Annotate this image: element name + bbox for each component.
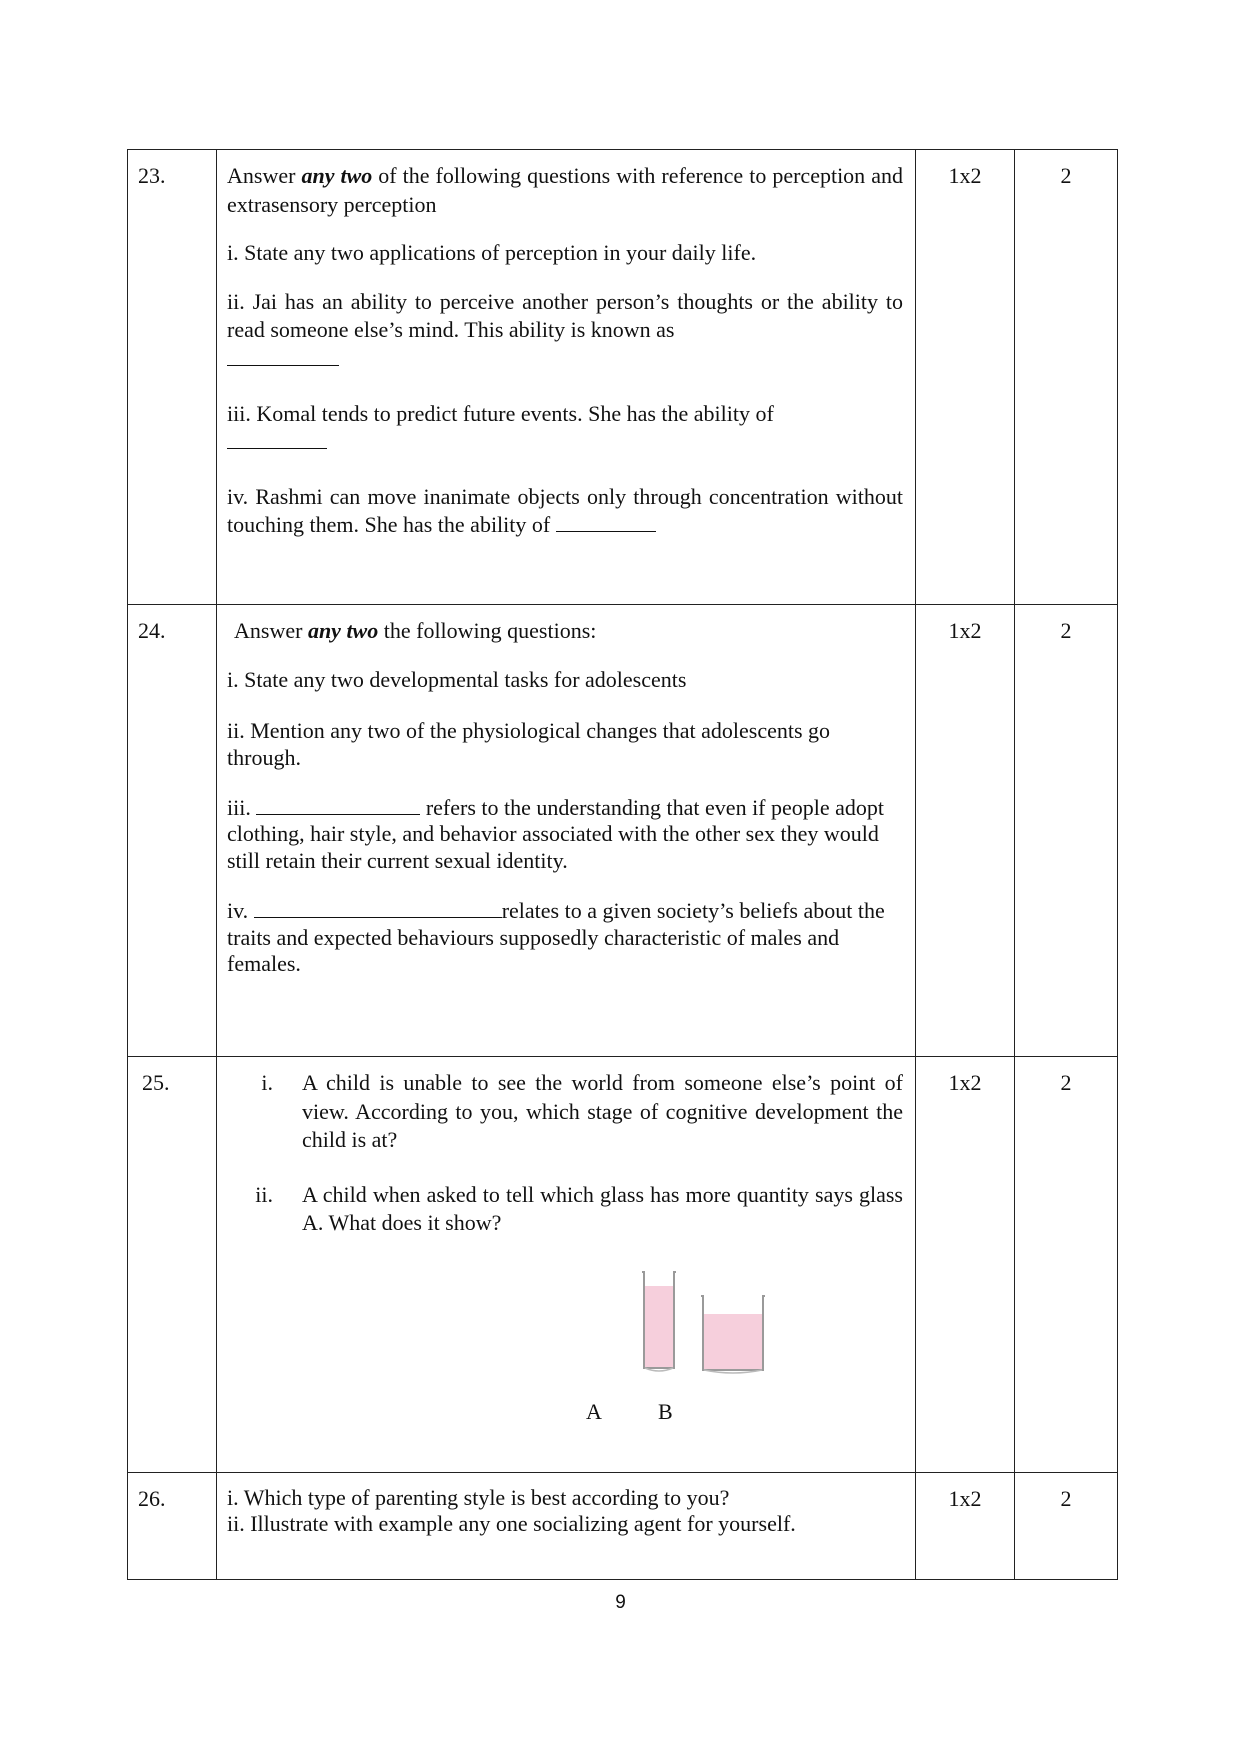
- total-cell: 2: [1015, 1057, 1118, 1473]
- sub-question: i. Which type of parenting style is best according to you?: [227, 1485, 730, 1510]
- question-text: [217, 1473, 916, 1580]
- sub-question: i. A child is unable to see the world from someone else’s point of view. According to you, which stage of cognitive development the child is at?: [261, 1070, 903, 1153]
- question-intro: Answer any two the following questions:: [234, 618, 597, 643]
- marks-cell: 1x2: [916, 1473, 1015, 1580]
- question-row-24: [128, 605, 1118, 1057]
- sub-question: ii. A child when asked to tell which glass has more quantity says glass A. What does it show?: [255, 1181, 903, 1236]
- sub-question: i. State any two applications of perception in your daily life.: [227, 240, 757, 266]
- answer-blank: [227, 430, 327, 449]
- total-cell: 2: [1015, 605, 1118, 1057]
- question-row-23: [128, 150, 1118, 605]
- sub-question: ii. Jai has an ability to perceive another person’s thoughts or the ability to read someone else’s mind. This ability is known as: [227, 288, 903, 374]
- question-number: 26.: [128, 1473, 217, 1580]
- glass-label-a: A: [586, 1398, 602, 1424]
- question-number: 24.: [128, 605, 217, 1057]
- marks-cell: 1x2: [916, 1057, 1015, 1473]
- answer-blank: [256, 796, 420, 815]
- question-row-26: [128, 1473, 1118, 1580]
- total-cell: 2: [1015, 150, 1118, 605]
- question-number: 23.: [128, 150, 217, 605]
- answer-blank: [227, 347, 339, 366]
- marks-cell: 1x2: [916, 605, 1015, 1057]
- questions-table: [127, 149, 1118, 1580]
- total-cell: 2: [1015, 1473, 1118, 1580]
- sub-question: ii. Mention any two of the physiological changes that adolescents go through.: [227, 718, 831, 770]
- glass-figure: [217, 1268, 916, 1388]
- question-text: [217, 150, 916, 605]
- question-row-25: [128, 1057, 1118, 1473]
- sub-question: i. State any two developmental tasks for adolescents: [227, 666, 687, 692]
- question-text: [217, 605, 916, 1057]
- marks-cell: 1x2: [916, 150, 1015, 605]
- answer-blank: [254, 899, 502, 918]
- sub-question: iv. Rashmi can move inanimate objects only through concentration without touching them. She has the ability of: [227, 483, 903, 538]
- glass-label-b: B: [658, 1398, 673, 1424]
- sub-question: iii. refers to the understanding that even if people adopt clothing, hair style, and behavior associated with the other sex they would still retain their current sexual identity.: [227, 794, 885, 873]
- glasses-illustration: [227, 1268, 903, 1428]
- question-number: 25.: [128, 1057, 217, 1473]
- sub-question: iv. relates to a given society’s beliefs about the traits and expected behaviours supposedly characteristic of males and females.: [227, 898, 885, 976]
- answer-blank: [556, 513, 656, 532]
- question-text: [217, 1057, 916, 1473]
- sub-question: iii. Komal tends to predict future events. She has the ability of: [227, 400, 903, 457]
- page-number: 9: [615, 1592, 626, 1613]
- sub-question: ii. Illustrate with example any one socializing agent for yourself.: [227, 1511, 796, 1537]
- question-intro: Answer any two of the following questions with reference to perception and extrasensory perception: [227, 163, 903, 217]
